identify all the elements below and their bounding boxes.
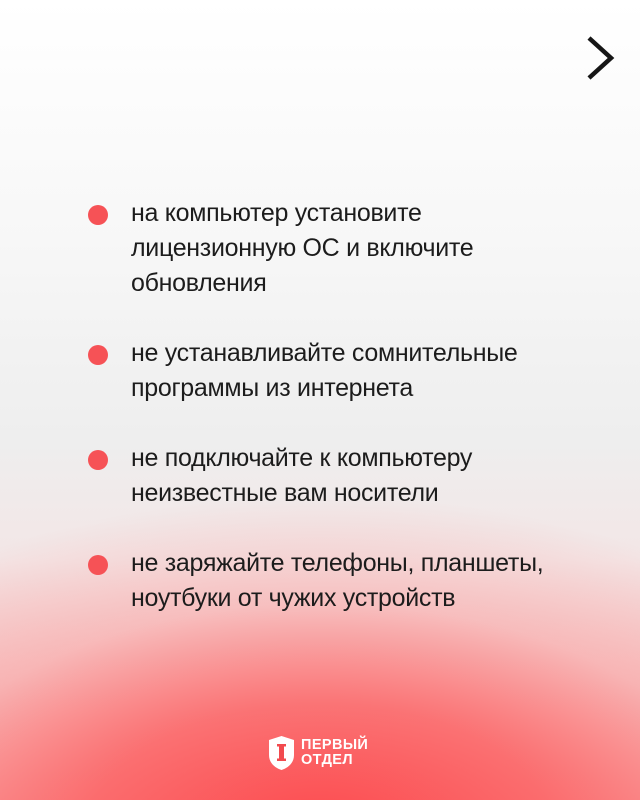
tip-text: не подключайте к компьютеру неизвестные вам носители <box>131 444 473 507</box>
brand-name-line1: ПЕРВЫЙ <box>301 737 369 753</box>
tips-list <box>88 196 588 651</box>
list-item <box>88 546 588 616</box>
tip-text: на компьютер установите лицензионную ОС и включите обновления <box>131 199 474 297</box>
brand-name <box>301 738 368 768</box>
shield-logo-icon <box>268 735 295 771</box>
tip-text: не устанавливайте сомнительные программы из интернета <box>131 339 518 402</box>
next-slide-button[interactable] <box>584 34 616 82</box>
bullet-dot <box>88 555 108 575</box>
bullet-dot <box>88 345 108 365</box>
list-item <box>88 441 588 511</box>
bullet-dot <box>88 450 108 470</box>
brand-logo <box>268 735 368 771</box>
brand-name-line2: ОТДЕЛ <box>301 752 353 768</box>
tip-text: не заряжайте телефоны, планшеты, ноутбуки от чужих устройств <box>131 549 544 612</box>
list-item <box>88 336 588 406</box>
bullet-dot <box>88 205 108 225</box>
chevron-right-icon <box>584 34 616 82</box>
list-item <box>88 196 588 301</box>
